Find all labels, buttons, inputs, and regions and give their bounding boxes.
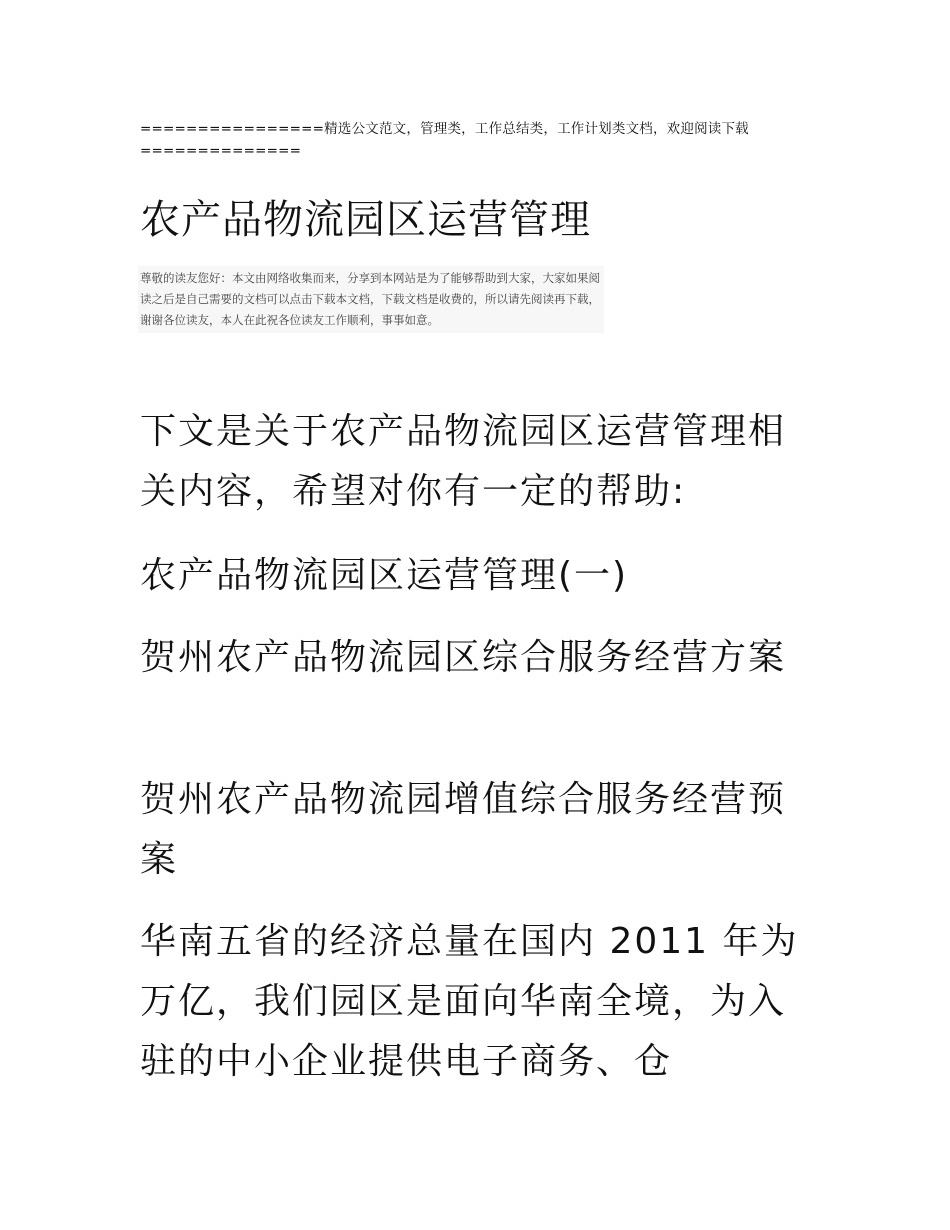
document-title: 农产品物流园区运营管理: [140, 197, 591, 243]
subtitle-service-preplan: 贺州农产品物流园增值综合服务经营预案: [140, 779, 787, 880]
header-banner: ================精选公文范文，管理类，工作总结类，工作计划类文档，欢迎阅读下载==============: [140, 121, 749, 159]
body-paragraph: 华南五省的经济总量在国内 2011 年为万亿，我们园区是面向华南全境，为入驻的中小企业提供电子商务、仓: [140, 921, 799, 1082]
reader-notice: 尊敬的读友您好：本文由网络收集而来，分享到本网站是为了能够帮助到大家，大家如果阅读之后是自己需要的文档可以点击下载本文档，下载文档是收费的，所以请先阅读再下载，谢谢各位读友，本人在此祝各位读友工作顺利，事事如意。: [138, 266, 604, 333]
section-heading: 农产品物流园区运营管理(一): [140, 555, 629, 596]
intro-paragraph: 下文是关于农产品物流园区运营管理相关内容，希望对你有一定的帮助:: [140, 411, 787, 512]
subtitle-service-plan: 贺州农产品物流园区综合服务经营方案: [140, 637, 787, 678]
